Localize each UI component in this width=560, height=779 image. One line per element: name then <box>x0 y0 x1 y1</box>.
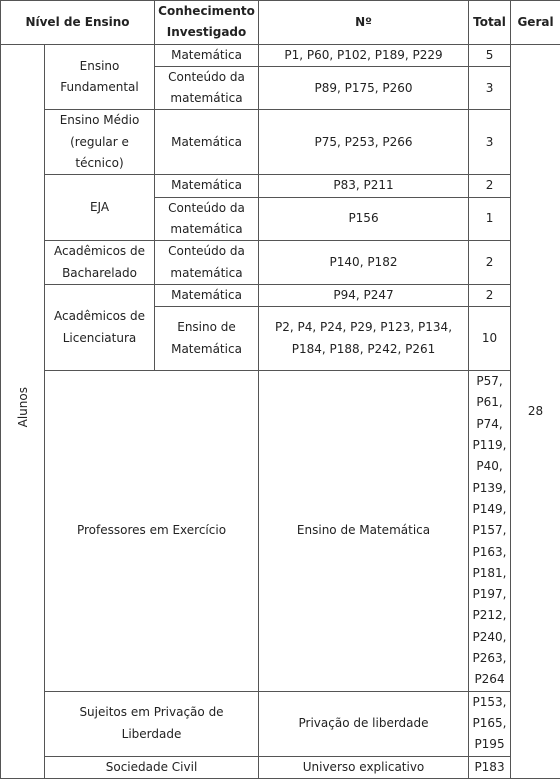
table-row <box>1 44 560 66</box>
nivel-cell: Sujeitos em Privação de Liberdade <box>45 691 259 756</box>
conhecimento-cell: Conteúdo da matemática <box>155 66 259 110</box>
n-cell: P2, P4, P24, P29, P123, P134, P184, P188, P242, P261 <box>259 307 469 371</box>
total-cell: 2 <box>469 175 511 197</box>
total-cell: 10 <box>469 307 511 371</box>
geral-cell-alunos: 28 <box>511 44 560 778</box>
header-conhecimento: Conhecimento Investigado <box>155 1 259 45</box>
conhecimento-cell: Conteúdo da matemática <box>155 197 259 241</box>
n-cell: P89, P175, P260 <box>259 66 469 110</box>
conhecimento-cell: Ensino de Matemática <box>155 307 259 371</box>
total-cell: 2 <box>469 241 511 285</box>
conhecimento-cell: Conteúdo da matemática <box>155 241 259 285</box>
total-cell: 2 <box>469 284 511 306</box>
nivel-cell: EJA <box>45 175 155 241</box>
group-alunos-cell <box>1 44 45 778</box>
n-cell: P1, P60, P102, P189, P229 <box>259 44 469 66</box>
table-row <box>1 371 560 691</box>
total-cell: 5 <box>469 44 511 66</box>
table-row <box>1 241 560 285</box>
conhecimento-cell: Matemática <box>155 44 259 66</box>
n-cell: P156 <box>259 197 469 241</box>
header-geral: Geral <box>511 1 560 45</box>
group-alunos-label: Alunos <box>16 387 30 427</box>
header-total: Total <box>469 1 511 45</box>
table-row <box>1 110 560 175</box>
conhecimento-cell: Ensino de Matemática <box>259 371 469 691</box>
conhecimento-cell: Matemática <box>155 110 259 175</box>
header-row <box>1 1 560 45</box>
table-row <box>1 175 560 197</box>
nivel-cell: Ensino Fundamental <box>45 44 155 110</box>
total-cell: 3 <box>469 110 511 175</box>
conhecimento-cell: Universo explicativo <box>259 756 469 778</box>
header-nivel: Nível de Ensino <box>1 1 155 45</box>
table-row <box>1 756 560 778</box>
table-row <box>1 284 560 306</box>
nivel-cell: Acadêmicos de Bacharelado <box>45 241 155 285</box>
conhecimento-cell: Privação de liberdade <box>259 691 469 756</box>
total-cell: 3 <box>469 66 511 110</box>
nivel-cell: Sociedade Civil <box>45 756 259 778</box>
nivel-cell: Professores em Exercício <box>45 371 259 691</box>
total-cell: 1 <box>469 197 511 241</box>
n-cell: P83, P211 <box>259 175 469 197</box>
n-cell: P57, P61, P74, P119, P40, P139, P149, P157, P163, P181, P197, P212, P240, P263, P264 <box>469 371 511 691</box>
nivel-cell: Ensino Médio (regular e técnico) <box>45 110 155 175</box>
header-n: Nº <box>259 1 469 45</box>
n-cell: P75, P253, P266 <box>259 110 469 175</box>
nivel-cell: Acadêmicos de Licenciatura <box>45 284 155 370</box>
n-cell: P153, P165, P195 <box>469 691 511 756</box>
n-cell: P183 <box>469 756 511 778</box>
n-cell: P140, P182 <box>259 241 469 285</box>
n-cell: P94, P247 <box>259 284 469 306</box>
conhecimento-cell: Matemática <box>155 284 259 306</box>
conhecimento-cell: Matemática <box>155 175 259 197</box>
table-row <box>1 691 560 756</box>
